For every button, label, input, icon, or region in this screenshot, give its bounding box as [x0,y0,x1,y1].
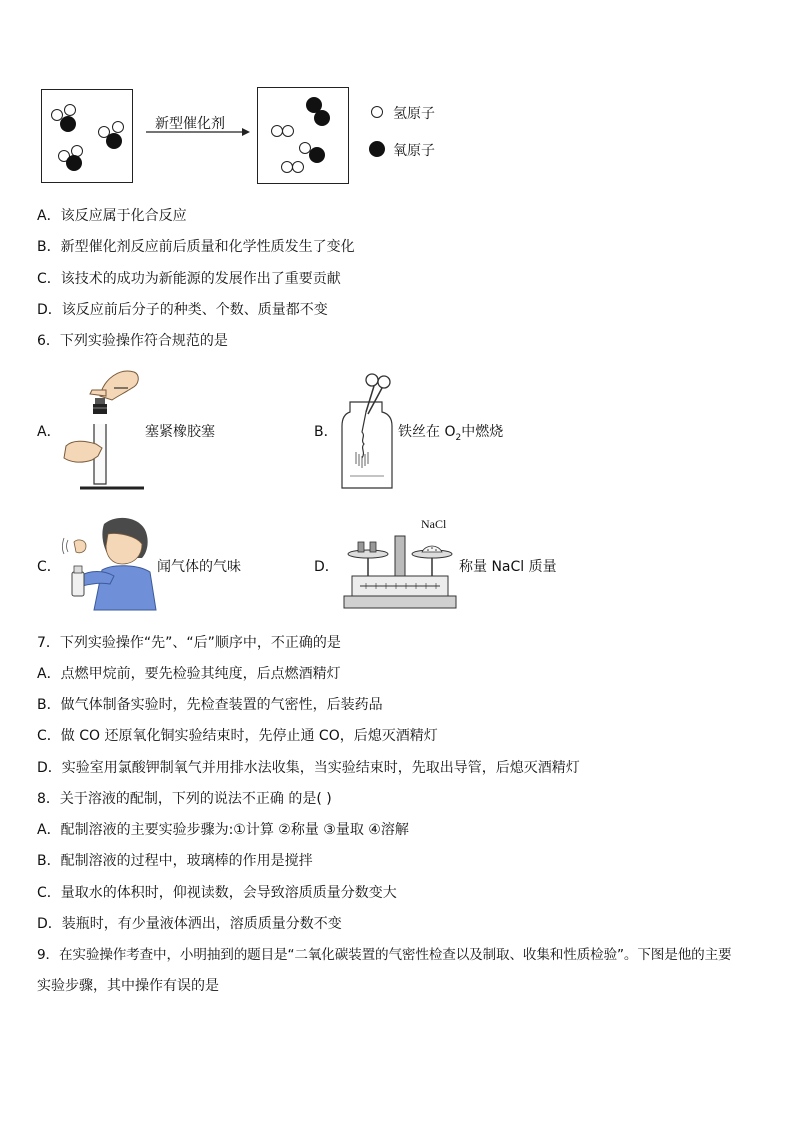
q7-option-d: D．实验室用氯酸钾制氧气并用排水法收集，当实验结束时，先取出导管，后熄灭酒精灯 [37,760,580,776]
q7-option-a: A．点燃甲烷前，要先检验其纯度，后点燃酒精灯 [37,666,341,682]
oxygen-legend-label: 氧原子 [393,143,435,159]
q8-option-c: C．量取水的体积时，仰视读数，会导致溶质质量分数变大 [37,885,397,901]
q6-figure-c-smell [60,514,156,610]
q5-option-b: B．新型催化剂反应前后质量和化学性质发生了变化 [37,239,355,255]
reaction-arrow [146,128,250,138]
oxygen-atom [106,133,122,149]
catalyst-label: 新型催化剂 [155,116,225,132]
q6-option-d-letter: D． [314,559,339,575]
q5-option-d: D．该反应前后分子的种类、个数、质量都不变 [37,302,328,318]
hydrogen-legend-label: 氢原子 [393,106,435,122]
q6-figure-d-balance [340,530,460,612]
hydrogen-legend-icon [371,106,383,118]
hydrogen-atom [64,104,76,116]
hydrogen-atom [282,125,294,137]
oxygen-atom [314,110,330,126]
q8-option-b: B．配制溶液的过程中，玻璃棒的作用是搅拌 [37,853,313,869]
q6-option-a-letter: A． [37,424,61,440]
q9-stem-line1: 9．在实验操作考查中，小明抽到的题目是“二氧化碳装置的气密性检查以及制取、收集和性质检验”。下图是他的主要 [37,947,732,963]
hydrogen-atom [292,161,304,173]
q6-option-d-caption: 称量 NaCl 质量 [459,559,557,575]
q9-stem-line2: 实验步骤，其中操作有误的是 [37,978,219,994]
oxygen-atom [60,116,76,132]
q8-option-a: A．配制溶液的主要实验步骤为:①计算 ②称量 ③量取 ④溶解 [37,822,409,838]
hydrogen-atom [112,121,124,133]
q6-option-c-caption: 闻气体的气味 [157,559,241,575]
q6-option-b-caption: 铁丝在 $O_2$中燃烧 [398,424,504,443]
q7-stem: 7．下列实验操作“先”、“后”顺序中，不正确的是 [37,635,341,651]
oxygen-atom [66,155,82,171]
q8-option-d: D．装瓶时，有少量液体洒出，溶质质量分数不变 [37,916,342,932]
q5-option-a: A．该反应属于化合反应 [37,208,187,224]
q6-option-b-letter: B． [314,424,338,440]
q6-option-c-letter: C． [37,559,61,575]
oxygen-atom [309,147,325,163]
q6-figure-d-nacl-label: NaCl [421,517,447,531]
q6-option-a-caption: 塞紧橡胶塞 [145,424,215,440]
q6-stem: 6．下列实验操作符合规范的是 [37,333,228,349]
q7-option-c: C．做 CO 还原氧化铜实验结束时，先停止通 CO，后熄灭酒精灯 [37,728,438,744]
products-box [257,87,349,184]
q5-option-c: C．该技术的成功为新能源的发展作出了重要贡献 [37,271,341,287]
reactants-box [41,89,133,183]
q6-figure-a-stopper [62,368,146,494]
q6-figure-b-iron-wire [336,372,396,494]
oxygen-legend-icon [369,141,385,157]
q7-option-b: B．做气体制备实验时，先检查装置的气密性，后装药品 [37,697,383,713]
q8-stem: 8．关于溶液的配制，下列的说法不正确 的是( ) [37,791,332,807]
